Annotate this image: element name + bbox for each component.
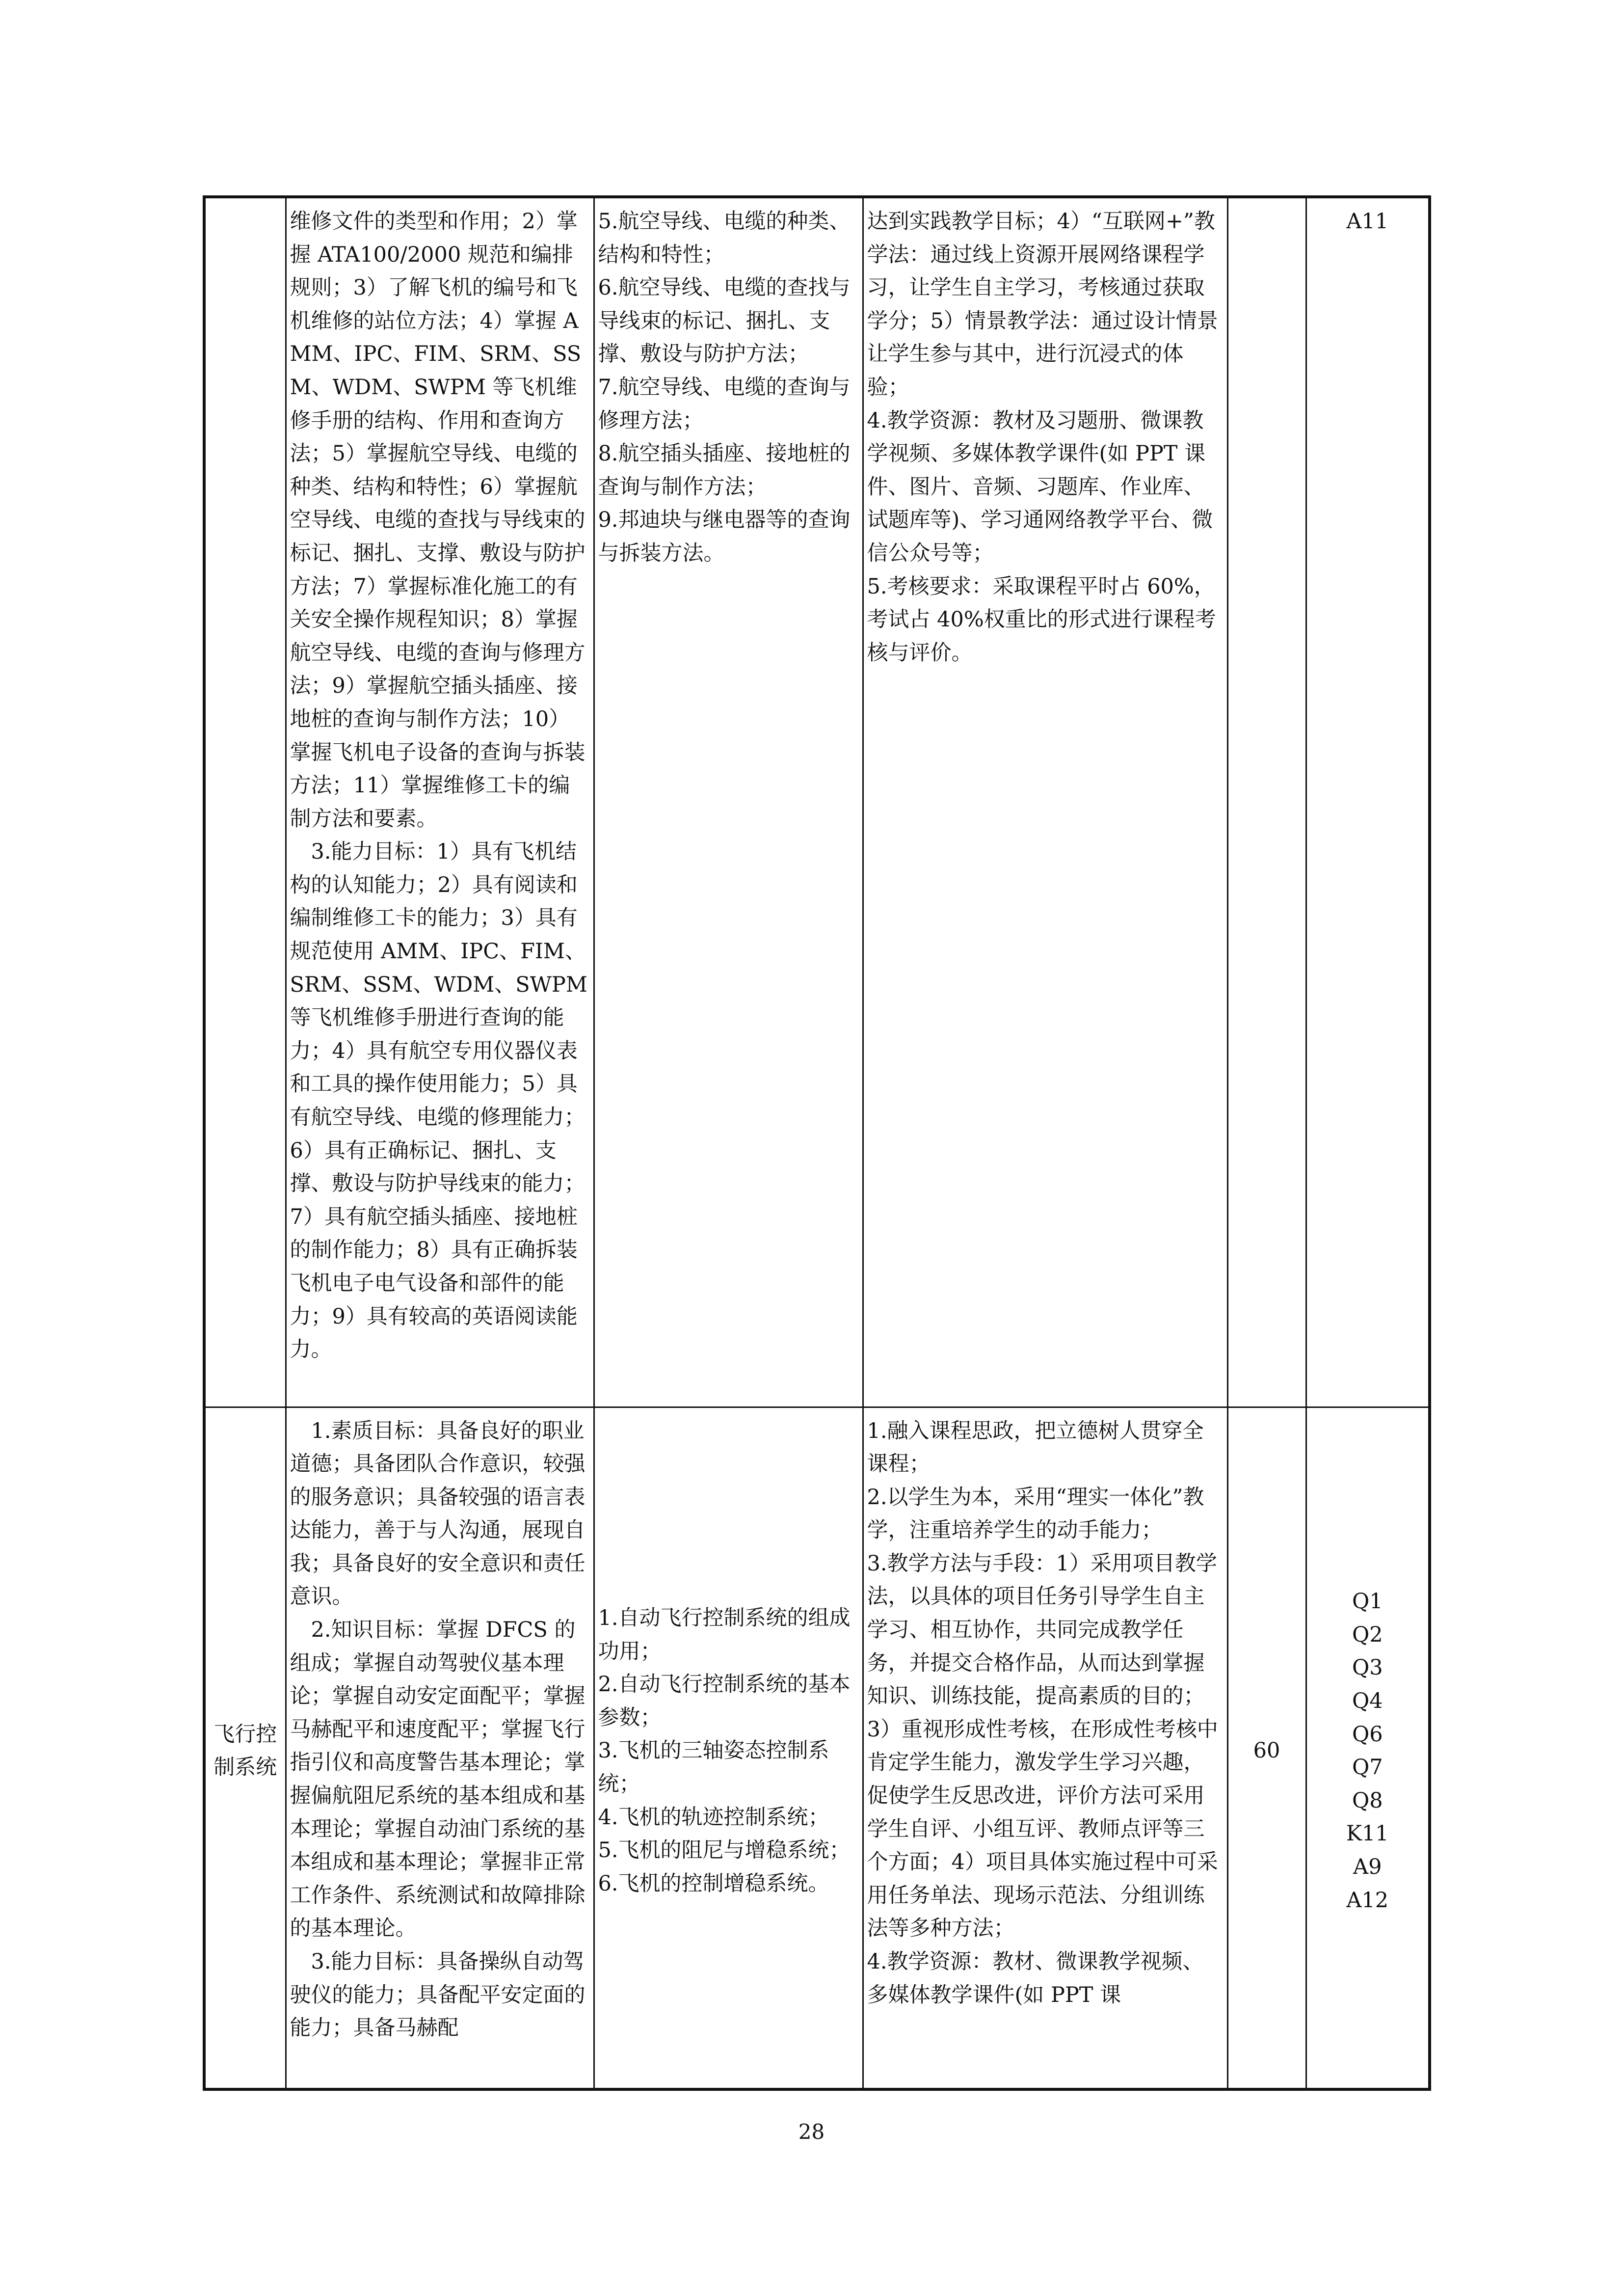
course-name-cell xyxy=(204,197,286,1407)
course-table xyxy=(203,195,1431,2091)
codes-cell: A11 xyxy=(1306,197,1430,1407)
content-cell: 1.自动飞行控制系统的组成功用； 2.自动飞行控制系统的基本参数； 3.飞机的三轴姿态控制系统； 4.飞机的轨迹控制系统； 5.飞机的阻尼与增稳系统； 6.飞机的控制增稳系统。 xyxy=(594,1407,863,2089)
requirements-cell: 1.融入课程思政，把立德树人贯穿全课程； 2.以学生为本，采用“理实一体化”教学，注重培养学生的动手能力； 3.教学方法与手段：1）采用项目教学法，以具体的项目任务引导学生自主学习、相互协作，共同完成教学任务，并提交合格作品，从而达到掌握知识、训练技能，提高素质的目的；3）重视形成性考核，在形成性考核中肯定学生能力，激发学生学习兴趣，促使学生反思改进，评价方法可采用学生自评、小组互评、教师点评等三个方面；4）项目具体实施过程中可采用任务单法、现场示范法、分组训练法等多种方法； 4.教学资源：教材、微课教学视频、多媒体教学课件(如 PPT 课 xyxy=(863,1407,1227,2089)
content-cell: 5.航空导线、电缆的种类、结构和特性； 6.航空导线、电缆的查找与导线束的标记、捆扎、支撑、敷设与防护方法； 7.航空导线、电缆的查询与修理方法； 8.航空插头插座、接地桩的查询与制作方法； 9.邦迪块与继电器等的查询与拆装方法。 xyxy=(594,197,863,1407)
page-number: 28 xyxy=(798,2120,825,2144)
objectives-cell: 1.素质目标：具备良好的职业道德；具备团队合作意识，较强的服务意识；具备较强的语言表达能力，善于与人沟通，展现自我；具备良好的安全意识和责任意识。 2.知识目标：掌握 DFCS 的组成；掌握自动驾驶仪基本理论；掌握自动安定面配平；掌握马赫配平和速度配平；掌握飞行指引仪和高度警告基本理论；掌握偏航阻尼系统的基本组成和基本理论；掌握自动油门系统的基本组成和基本理论；掌握非正常工作条件、系统测试和故障排除的基本理论。 3.能力目标：具备操纵自动驾驶仪的能力；具备配平安定面的能力；具备马赫配 xyxy=(286,1407,594,2089)
course-name-cell: 飞行控制系统 xyxy=(204,1407,286,2089)
table-row xyxy=(204,1407,1430,2089)
table-row xyxy=(204,197,1430,1407)
requirements-cell: 达到实践教学目标；4）“互联网+”教学法：通过线上资源开展网络课程学习，让学生自主学习，考核通过获取学分；5）情景教学法：通过设计情景让学生参与其中，进行沉浸式的体验； 4.教学资源：教材及习题册、微课教学视频、多媒体教学课件(如 PPT 课件、图片、音频、习题库、作业库、试题库等)、学习通网络教学平台、微信公众号等； 5.考核要求：采取课程平时占 60%，考试占 40%权重比的形式进行课程考核与评价。 xyxy=(863,197,1227,1407)
objectives-cell: 维修文件的类型和作用；2）掌握 ATA100/2000 规范和编排规则；3）了解飞机的编号和飞机维修的站位方法；4）掌握 AMM、IPC、FIM、SRM、SSM、WDM、SWPM 等飞机维修手册的结构、作用和查询方法；5）掌握航空导线、电缆的种类、结构和特性；6）掌握航空导线、电缆的查找与导线束的标记、捆扎、支撑、敷设与防护方法；7）掌握标准化施工的有关安全操作规程知识；8）掌握航空导线、电缆的查询与修理方法；9）掌握航空插头插座、接地桩的查询与制作方法；10）掌握飞机电子设备的查询与拆装方法；11）掌握维修工卡的编制方法和要素。 3.能力目标：1）具有飞机结构的认知能力；2）具有阅读和编制维修工卡的能力；3）具有规范使用 AMM、IPC、FIM、SRM、SSM、WDM、SWPM 等飞机维修手册进行查询的能力；4）具有航空专用仪器仪表和工具的操作使用能力；5）具有航空导线、电缆的修理能力；6）具有正确标记、捆扎、支撑、敷设与防护导线束的能力；7）具有航空插头插座、接地桩的制作能力；8）具有正确拆装飞机电子电气设备和部件的能力；9）具有较高的英语阅读能力。 xyxy=(286,197,594,1407)
codes-cell: Q1 Q2 Q3 Q4 Q6 Q7 Q8 K11 A9 A12 xyxy=(1306,1407,1430,2089)
hours-cell xyxy=(1227,197,1306,1407)
hours-cell: 60 xyxy=(1227,1407,1306,2089)
